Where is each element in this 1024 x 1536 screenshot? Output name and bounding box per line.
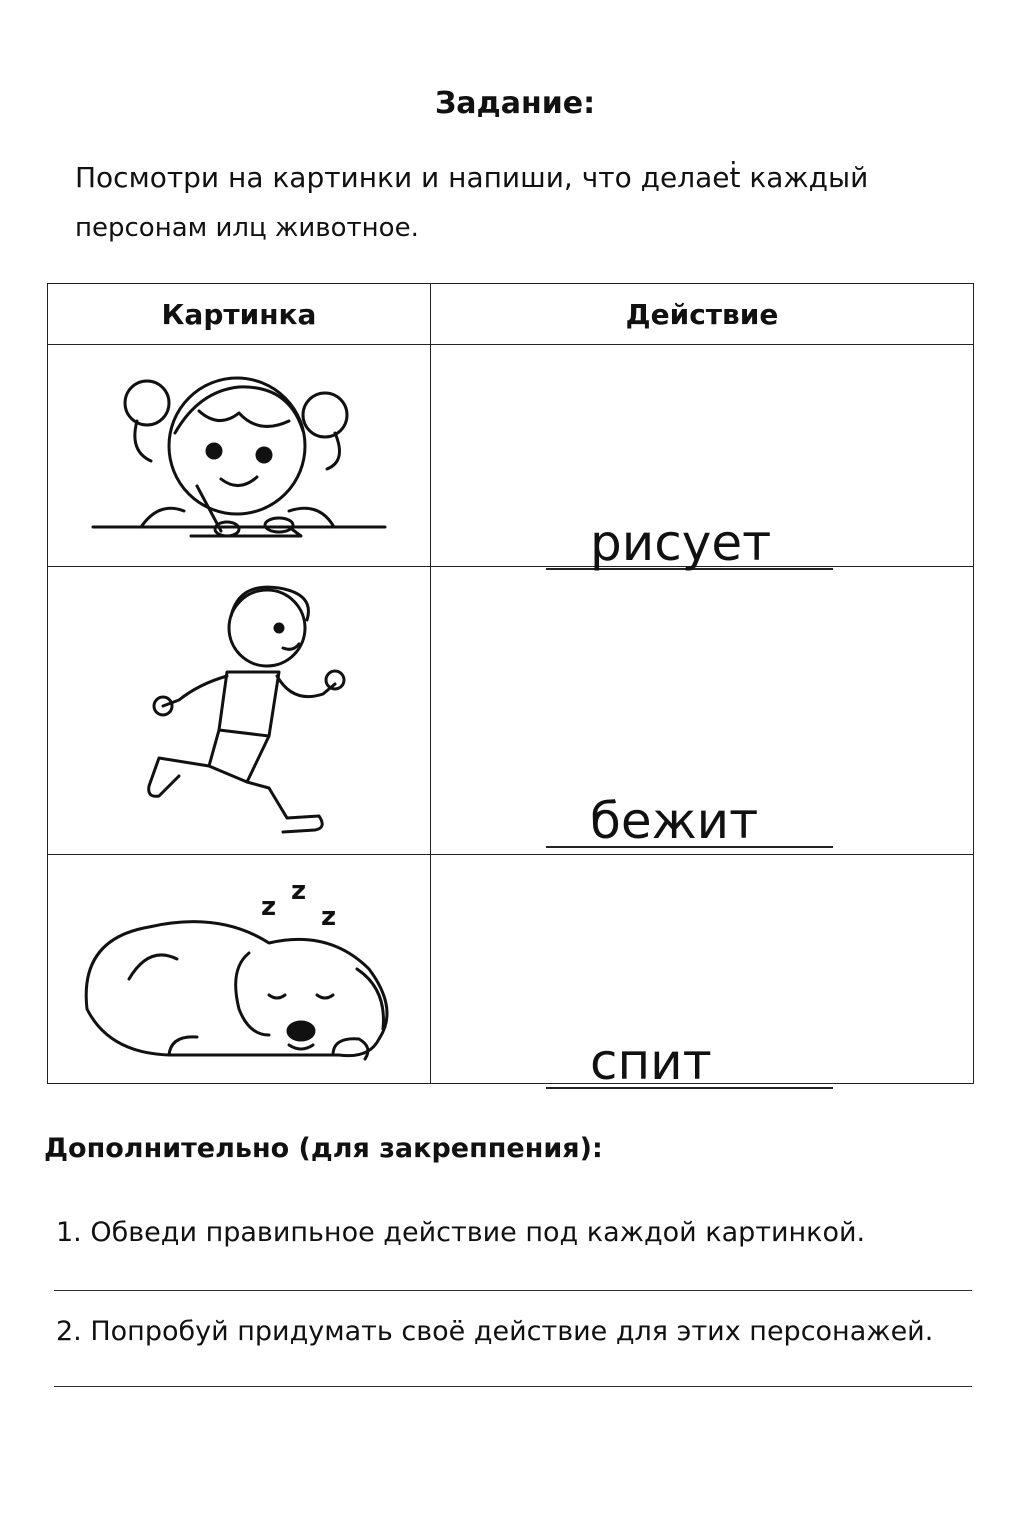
answer-field[interactable]: рисует (546, 518, 833, 570)
boy-running-icon (119, 576, 359, 846)
answer-field[interactable]: спит (546, 1037, 833, 1089)
table-row (48, 855, 974, 1084)
instruction-line-2: персонам илц животное. (75, 213, 419, 243)
sleep-z: z (261, 892, 277, 922)
dog-sleeping-icon (69, 859, 409, 1079)
extra-task-2: 2. Попробуй придумать своё действие для этих персонажей. (56, 1316, 934, 1347)
answer-field[interactable]: бежит (546, 796, 833, 848)
header-action: Действие (431, 284, 974, 345)
action-cell (431, 345, 974, 572)
picture-cell (48, 345, 431, 567)
extra-section-title: Дополнительно (для закреппения): (44, 1133, 603, 1164)
table-row (48, 345, 974, 567)
action-cell (431, 567, 974, 855)
extra-task-1: 1. Обведи правипьное действие под каждой картинкой. (56, 1217, 866, 1248)
sleep-z: z (321, 902, 337, 932)
table-row (48, 567, 974, 855)
exercise-table (47, 283, 974, 1091)
action-cell (431, 855, 974, 1091)
sleep-z: z (291, 876, 307, 906)
table-header-row (48, 284, 974, 345)
girl-drawing-icon (89, 351, 389, 561)
answer-line-1[interactable] (54, 1290, 972, 1291)
page-title: Задание: (434, 86, 596, 121)
picture-cell (48, 567, 431, 855)
picture-cell (48, 855, 431, 1084)
instruction-line-1: Посмотри на картинки и напиши, что делаеṫ каждый (75, 161, 869, 194)
answer-line-2[interactable] (54, 1386, 972, 1387)
header-picture: Картинка (48, 284, 431, 345)
